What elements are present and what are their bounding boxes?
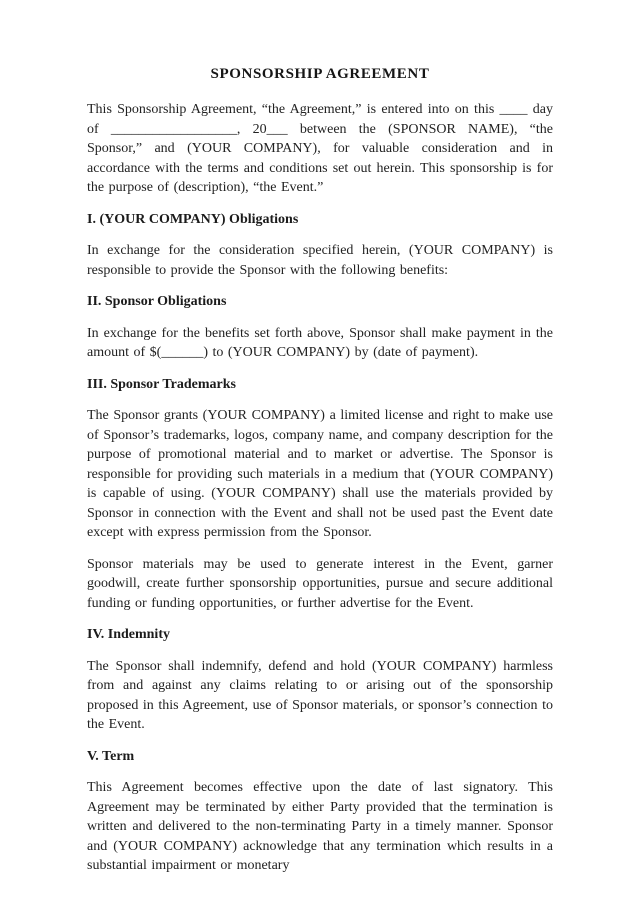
section-paragraph: The Sponsor shall indemnify, defend and hold (YOUR COMPANY) harmless from and against any claims relating to or arising out of the sponsorship proposed in this Agreement, use of Sponsor materials, or sponsor’s connection to the Event. [87,658,553,732]
section-paragraph: In exchange for the consideration specified herein, (YOUR COMPANY) is responsible to provide the Sponsor with the following benefits: [87,243,553,278]
section-heading-your-company-obligations: I. (YOUR COMPANY) Obligations [87,211,299,227]
section-heading-sponsor-trademarks: III. Sponsor Trademarks [87,376,236,392]
intro-paragraph: This Sponsorship Agreement, “the Agreement,” is entered into on this ____ day of __________________, 20___ between the (SPONSOR NAME), “the Sponsor,” and (YOUR COMPANY), for valuable consideration and in accordance with the terms and conditions set out herein. This sponsorship is for the purpose of (description), “the Event.” [87,102,553,195]
section-paragraph: The Sponsor grants (YOUR COMPANY) a limited license and right to make use of Sponsor’s trademarks, logos, company name, and company description for the purpose of promotional material and to market or advertise. The Sponsor is responsible for providing such materials in a medium that (YOUR COMPANY) is capable of using. (YOUR COMPANY) shall use the materials provided by Sponsor in connection with the Event and shall not be used past the Event date except with express permission from the Sponsor. [87,408,553,540]
section-heading-sponsor-obligations: II. Sponsor Obligations [87,294,227,309]
section-heading-indemnity: IV. Indemnity [87,627,170,642]
section-paragraph: Sponsor materials may be used to generate interest in the Event, garner goodwill, create further sponsorship opportunities, pursue and secure additional funding or funding opportunities, or further advertise for the Event. [87,556,553,611]
section-heading-term: V. Term [87,748,135,764]
section-paragraph: In exchange for the benefits set forth above, Sponsor shall make payment in the amount of $(______) to (YOUR COMPANY) by (date of payment). [87,325,553,360]
document-title: SPONSORSHIP AGREEMENT [210,66,430,82]
section-paragraph: This Agreement becomes effective upon the date of last signatory. This Agreement may be terminated by either Party provided that the termination is written and delivered to the non-terminating Party in a timely manner. Sponsor and (YOUR COMPANY) acknowledge that any termination which results in a substantial impairment or monetary [87,780,553,873]
